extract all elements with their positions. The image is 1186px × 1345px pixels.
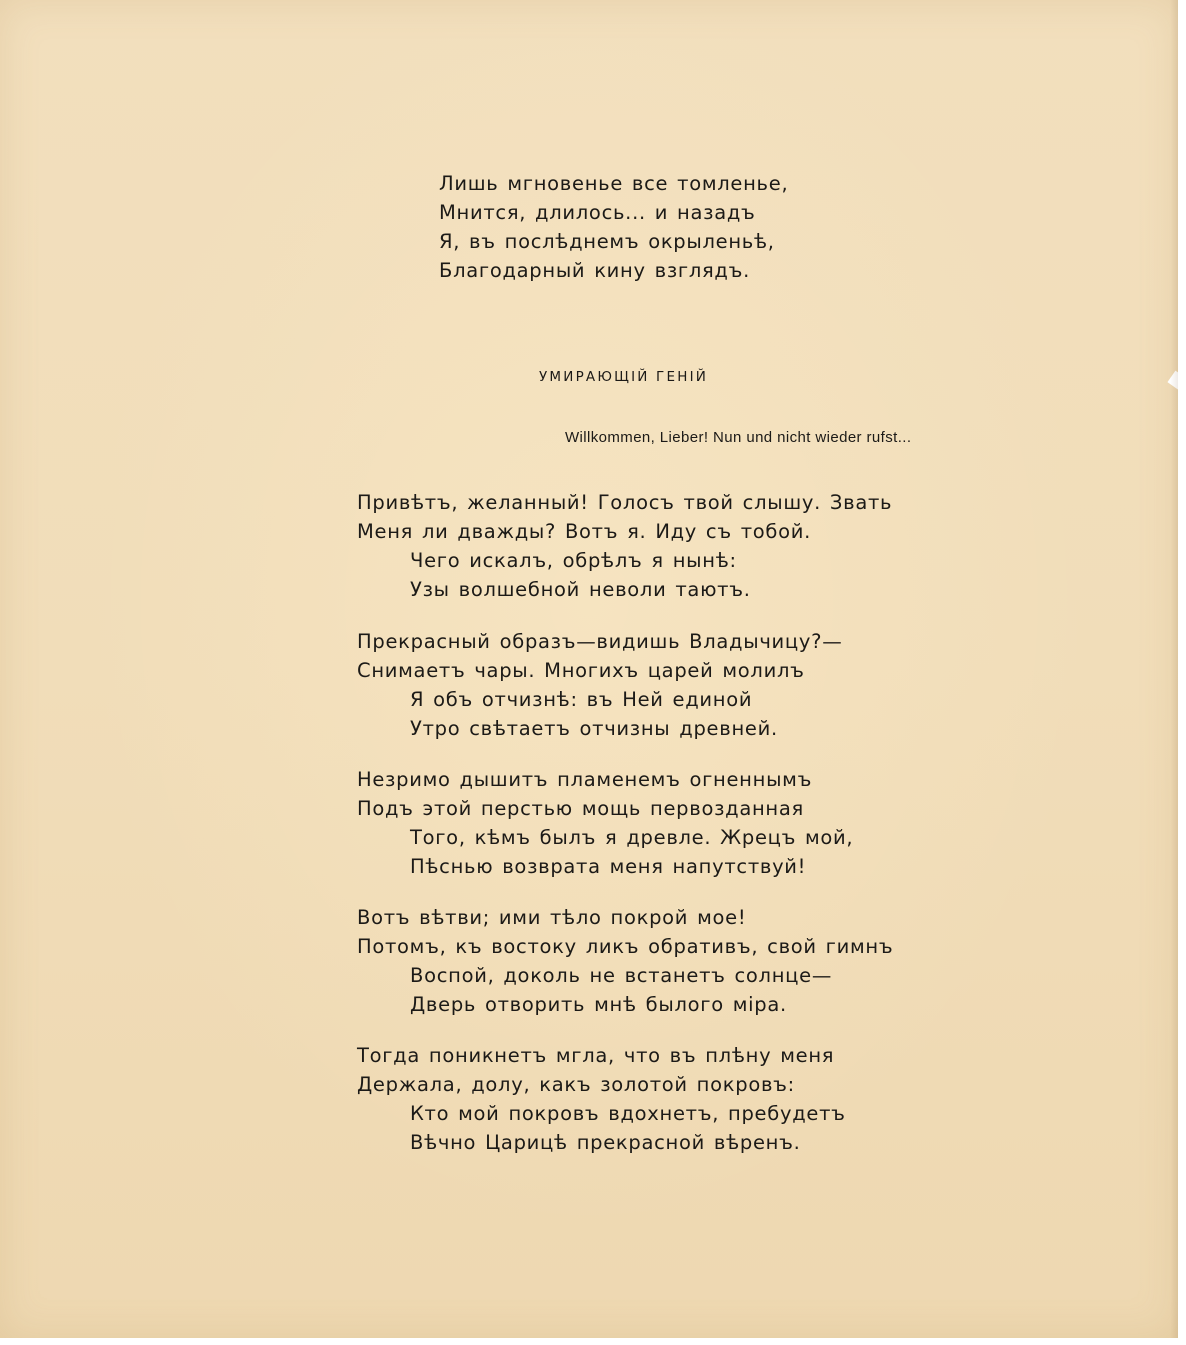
poem-title: УМИРАЮЩІЙ ГЕНІЙ [539, 369, 709, 385]
verse-line: Держала, долу, какъ золотой покровъ: [357, 1073, 795, 1096]
verse-line: Привѣтъ, желанный! Голосъ твой слышу. Звать [357, 491, 893, 514]
verse-line: Того, кѣмъ былъ я древле. Жрецъ мой, [410, 826, 854, 849]
page-edge-notch [1167, 371, 1186, 392]
intro-line: Лишь мгновенье все томленье, [439, 172, 789, 195]
verse-line: Вѣчно Царицѣ прекрасной вѣренъ. [410, 1131, 801, 1154]
verse-line: Чего искалъ, обрѣлъ я нынѣ: [410, 549, 737, 572]
verse-line: Снимаетъ чары. Многихъ царей молилъ [357, 659, 805, 682]
epigraph: Willkommen, Lieber! Nun und nicht wieder rufst... [565, 429, 912, 446]
verse-line: Дверь отворить мнѣ былого міра. [410, 993, 787, 1016]
verse-line: Я объ отчизнѣ: въ Ней единой [410, 688, 753, 711]
verse-line: Подъ этой перстью мощь первозданная [357, 797, 804, 820]
verse-line: Кто мой покровъ вдохнетъ, пребудетъ [410, 1102, 846, 1125]
verse-line: Незримо дышитъ пламенемъ огненнымъ [357, 768, 813, 791]
verse-line: Утро свѣтаетъ отчизны древней. [410, 717, 778, 740]
verse-line: Вотъ вѣтви; ими тѣло покрой мое! [357, 906, 747, 929]
verse-line: Воспой, доколь не встанетъ солнце— [410, 964, 833, 987]
verse-line: Узы волшебной неволи таютъ. [410, 578, 751, 601]
intro-line: Я, въ послѣднемъ окрыленьѣ, [439, 230, 775, 253]
verse-line: Тогда поникнетъ мгла, что въ плѣну меня [357, 1044, 835, 1067]
intro-line: Мнится, длилось... и назадъ [439, 201, 756, 224]
verse-line: Меня ли дважды? Вотъ я. Иду съ тобой. [357, 520, 812, 543]
verse-line: Прекрасный образъ—видишь Владычицу?— [357, 630, 843, 653]
intro-line: Благодарный кину взглядъ. [439, 259, 750, 282]
verse-line: Потомъ, къ востоку ликъ обративъ, свой гимнъ [357, 935, 894, 958]
verse-line: Пѣснью возврата меня напутствуй! [410, 855, 807, 878]
